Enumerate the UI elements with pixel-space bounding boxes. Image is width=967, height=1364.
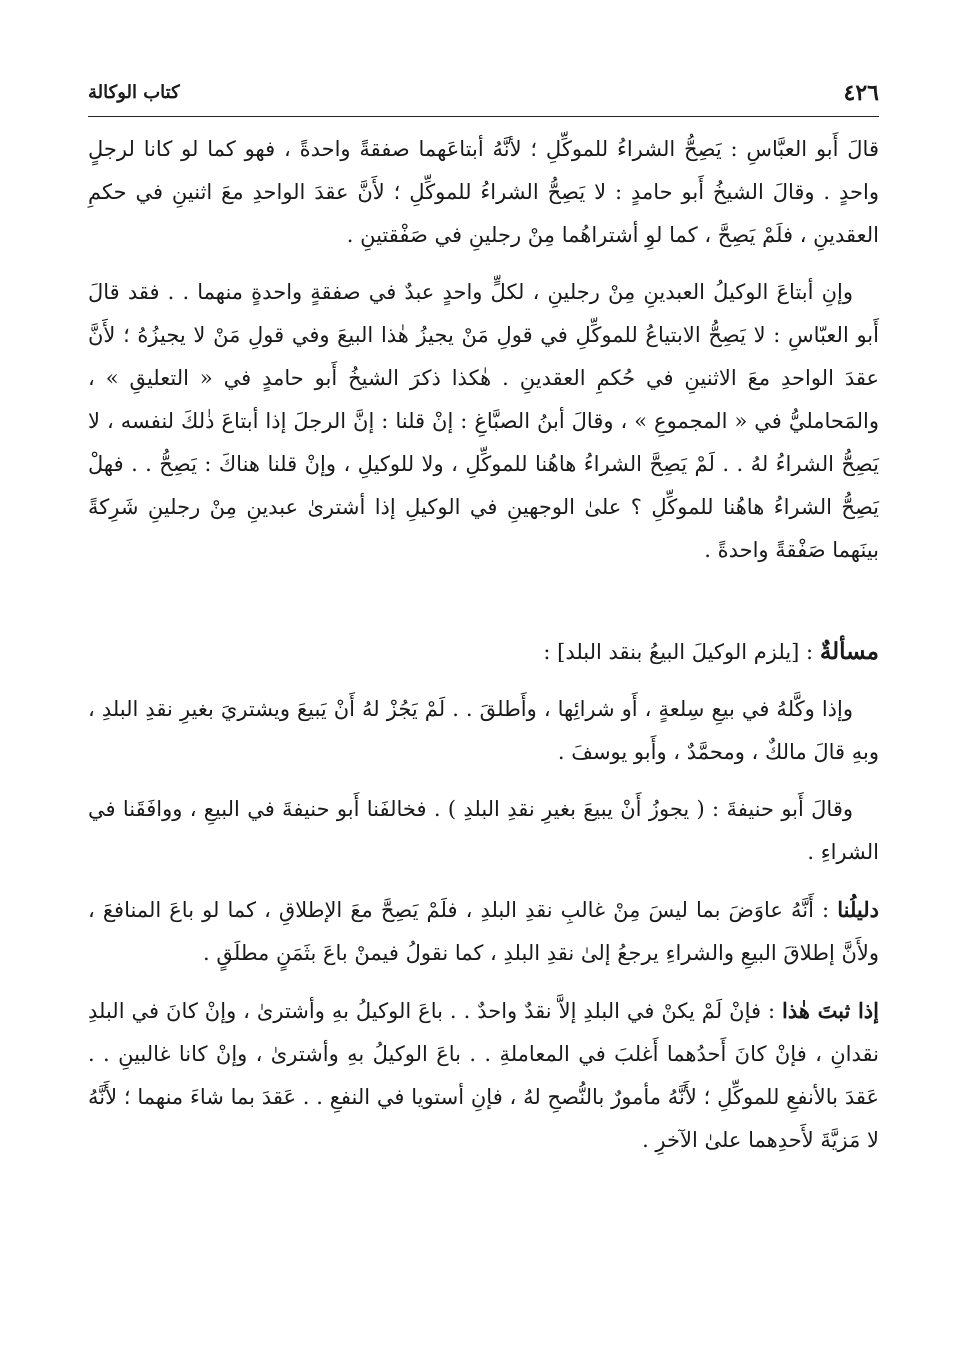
paragraph-evidence-text: : أَنَّهُ عاوَضَ بما ليسَ مِنْ غالبِ نقدِ البلدِ ، فلَمْ يَصِحَّ معَ الإطلاقِ ، كما لو باعَ المنافعَ ، ولأَنَّ إطلاقَ البيعِ والشراءِ يرجعُ إلىٰ نقدِ البلدِ ، كما نقولُ فيمنْ باعَ بثَمَنٍ مطلَقٍ . bbox=[88, 898, 879, 965]
paragraph-two-sellers: وإنِ أبتاعَ الوكيلُ العبدينِ مِنْ رجلينِ ، لكلٍّ واحدٍ عبدٌ في صفقةٍ واحدةٍ منهما . . فقد قالَ أَبو العبّاسِ : لا يَصِحُّ الابتياعُ للموكِّلِ في قولِ مَنْ يجيزُ هٰذا البيعَ وفي قولِ مَنْ لا يجيزُهُ ؛ لأَنَّ عقدَ الواحدِ معَ الاثنينِ في حُكمِ العقدينِ . هٰكذا ذكرَ الشيخُ أَبو حامدٍ في « التعليقِ » ، والمَحامليُّ في « المجموعِ » ، وقالَ أبنُ الصبَّاغِ : إنْ قلنا : إنَّ الرجلَ إذا أبتاعَ ذٰلكَ لنفسه ، لا يَصِحُّ الشراءُ لهُ . . لَمْ يَصِحَّ الشراءُ هاهُنا للموكِّلِ ، ولا للوكيلِ ، وإنْ قلنا هناكَ : يَصِحُّ . . فهلْ يَصِحُّ الشراءُ هاهُنا للموكِّلِ ؟ علىٰ الوجهينِ في الوكيلِ إذا أشترىٰ عبدينِ مِنْ رجلينِ شَرِكةً بينَهما صَفْقةً واحدةً . bbox=[88, 280, 879, 562]
masala-heading bbox=[88, 630, 879, 674]
paragraph-abu-abbas-ruling: قالَ أَبو العبَّاسِ : يَصِحُّ الشراءُ للموكِّلِ ؛ لأنَّهُ أبتاعَهما صفقةً واحدةً ، فهو كما لو كانا لرجلٍ واحدٍ . وقالَ الشيخُ أَبو حامدٍ : لا يَصِحُّ الشراءُ للموكِّلِ ؛ لأَنَّ عقدَ الواحدِ معَ اثنينِ في حكمِ العقدينِ ، فلَمْ يَصِحَّ ، كما لوِ أشتراهُما مِنْ رجلينِ في صَفْقتينِ . bbox=[88, 137, 879, 247]
paragraph-currency-rule-text: : فإنْ لَمْ يكنْ في البلدِ إلاَّ نقدٌ واحدٌ . . باعَ الوكيلُ بهِ وأشترىٰ ، وإنْ كانَ في البلدِ نقدانِ ، فإنْ كانَ أَحدُهما أَغلبَ في المعاملةِ . . باعَ الوكيلُ بهِ وأشترىٰ ، وإنْ كانا غالبينِ . . عَقدَ بالأنفعِ للموكِّلِ ؛ لأَنَّهُ مأمورٌ بالنُّصحِ لهُ ، فإنِ أستويا في النفعِ . . عَقدَ بما شاءَ منهما ؛ لأَنَّهُ لا مَزيَّةَ لأَحدِهما علىٰ الآخرِ . bbox=[88, 999, 879, 1152]
paragraph-gap bbox=[88, 975, 879, 989]
paragraph-abu-hanifa: وقالَ أَبو حنيفةَ : ( يجوزُ أَنْ يبيعَ بغيرِ نقدِ البلدِ ) . فخالفَنا أَبو حنيفةَ في البيعِ ، ووافَقَنا في الشراءِ . bbox=[88, 797, 879, 864]
paragraph-sale-commission: وإذا وكَّلهُ في بيعِ سِلعةٍ ، أَو شرائِها ، وأَطلقَ . . لَمْ يَجُزْ لهُ أَنْ يَبيعَ ويشتريَ بغيرِ نقدِ البلدِ ، وبهِ قالَ مالكٌ ، ومحمَّدٌ ، وأَبو يوسفَ . bbox=[88, 697, 879, 764]
paragraph-gap bbox=[88, 674, 879, 688]
paragraph-currency-rule bbox=[88, 989, 879, 1162]
paragraph-gap bbox=[88, 774, 879, 788]
paragraph-gap bbox=[88, 874, 879, 888]
page-header bbox=[88, 78, 879, 117]
running-title: كتاب الوكالة bbox=[88, 82, 180, 103]
paragraph-evidence bbox=[88, 888, 879, 975]
paragraph-gap bbox=[88, 257, 879, 271]
masala-title: : [يلزم الوكيلَ البيعُ بنقد البلد] : bbox=[543, 640, 820, 664]
section-gap bbox=[88, 572, 879, 630]
paragraph-evidence-lead: دليلُنا bbox=[837, 897, 879, 922]
paragraph-currency-rule-lead: إذا ثبتَ هٰذا bbox=[782, 998, 879, 1023]
masala-label: مسألةٌ bbox=[819, 638, 879, 665]
page-number: ٤٢٦ bbox=[843, 80, 879, 106]
page-body bbox=[88, 128, 879, 1162]
